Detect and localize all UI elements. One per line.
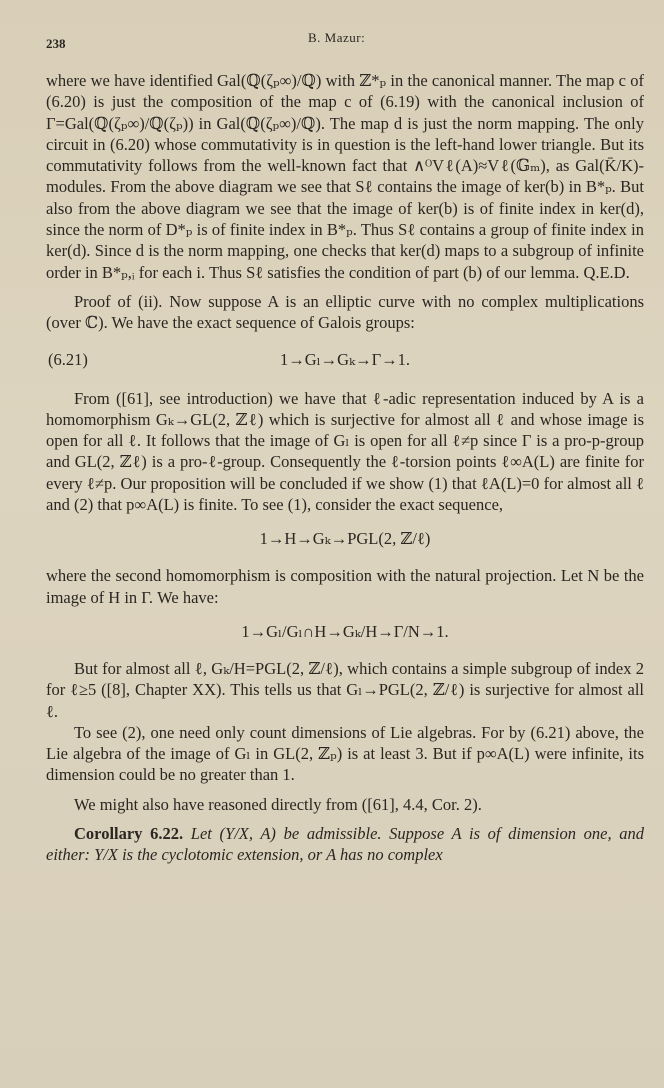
equation-body: 1→Gₗ→Gₖ→Γ→1. [279, 349, 411, 369]
paragraph-l-adic-representation: From ([61], see introduction) we have that ℓ-adic representation induced by A is a homomorphism Gₖ→GL(2, ℤℓ) which is surjective for almost all ℓ and whose image is open for all ℓ. It follows that the image of Gₗ is open for all ℓ≠p since Γ is a pro-p-group and GL(2, ℤℓ) is a pro-ℓ-group. Consequently the ℓ-torsion points ℓ∞A(L) are finite for every ℓ≠p. Our proposition will be concluded if we show (1) that ℓA(L)=0 for almost all ℓ and (2) that p∞A(L) is finite. To see (1), consider the exact sequence, [46, 388, 644, 515]
corollary-label: Corollary 6.22. [74, 824, 184, 844]
paragraph-lie-algebras: To see (2), one need only count dimensions of Lie algebras. For by (6.21) above, the Lie algebra of the image of Gₗ in GL(2, ℤₚ) is at least 3. But if p∞A(L) were infinite, its dimension could be no greater than 1. [46, 722, 644, 785]
running-head [46, 30, 644, 52]
equation-label: (6.21) [48, 349, 88, 369]
exact-sequence-quotients: 1→Gₗ/Gₗ∩H→Gₖ/H→Γ/N→1. [241, 621, 449, 641]
paragraph-proof-ii: Proof of (ii). Now suppose A is an elliptic curve with no complex multiplications (over ℂ). We have the exact sequence of Galois groups: [46, 291, 644, 333]
corollary-text: Let (Y/X, A) be admissible. Suppose A is of dimension one, and either: Y/X is the cyclotomic extension, or A has no complex [46, 824, 645, 865]
paragraph-simple-subgroup: But for almost all ℓ, Gₖ/H=PGL(2, ℤ/ℓ), which contains a simple subgroup of index 2 for ℓ≥5 ([8], Chapter XX). This tells us that Gₗ→PGL(2, ℤ/ℓ) is surjective for almost all ℓ. [46, 658, 644, 721]
page-number: 238 [46, 36, 66, 51]
paragraph-direct-reasoning: We might also have reasoned directly from ([61], 4.4, Cor. 2). [74, 794, 482, 814]
paragraph-projection: where the second homomorphism is composition with the natural projection. Let N be the image of H in Γ. We have: [46, 566, 644, 607]
paragraph-diagram-discussion: where we have identified Gal(ℚ(ζₚ∞)/ℚ) with ℤ*ₚ in the canonical manner. The map c of (6.20) is just the composition of the map c of (6.19) with the canonical inclusion of Γ=Gal(ℚ(ζₚ∞)/ℚ(ζₚ)) in Gal(ℚ(ζₚ∞)/ℚ). The map d is just the norm mapping. The only circuit in (6.20) whose commutativity is in question is the left-hand lower triangle. But its commutativity follows from the well-known fact that ∧ᴼVℓ(A)≈Vℓ(𝔾ₘ), as Gal(K̄/K)-modules. From the above diagram we see that Sℓ contains the image of ker(b) in B*ₚ. But also from the above diagram we see that the image of ker(b) is of finite index in ker(d), since the norm of D*ₚ is of finite index in B*ₚ. Thus Sℓ contains a group of finite index in ker(d). Since d is the norm mapping, one checks that ker(d) maps to a subgroup of infinite order in B*ₚ,ᵢ for each i. Thus Sℓ satisfies the condition of part (b) of our lemma. Q.E.D. [46, 71, 644, 282]
running-head-author: B. Mazur: [308, 30, 366, 45]
corollary-6-22 [46, 823, 644, 866]
equation-6-21 [46, 348, 644, 372]
exact-sequence-pgl: 1→H→Gₖ→PGL(2, ℤ/ℓ) [259, 529, 431, 549]
